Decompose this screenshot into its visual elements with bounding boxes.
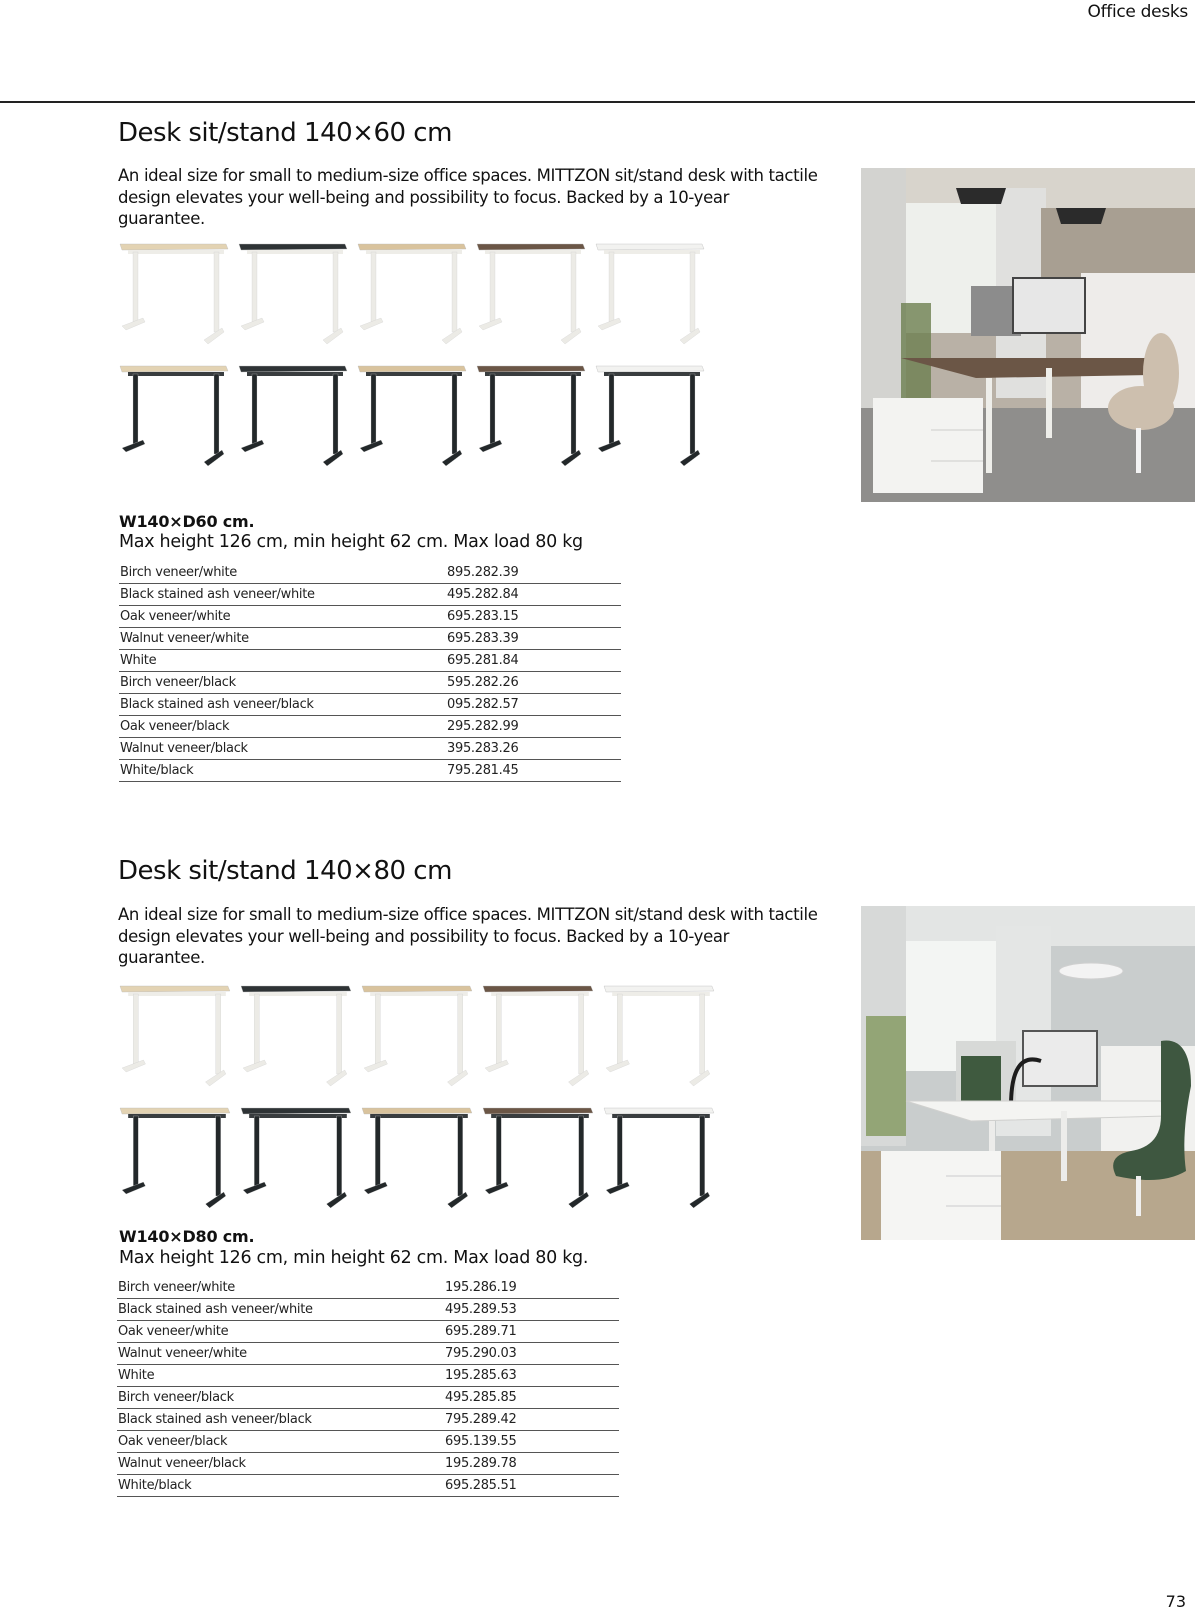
desk-image-white-black (602, 1104, 721, 1212)
specs-text: Max height 126 cm, min height 62 cm. Max load 80 kg. (119, 1248, 589, 1268)
variant-name: White (118, 1368, 155, 1383)
table-row (117, 1431, 619, 1453)
table-row (119, 650, 621, 672)
desk-image-birch-white (118, 982, 237, 1090)
section-description: An ideal size for small to medium-size office spaces. MITTZON sit/stand desk with tactile design elevates your well-being and possibility to focus. Backed by a 10-year guarantee. (118, 166, 818, 228)
room-photo-walnut-desk (861, 168, 1195, 502)
variant-name: Black stained ash veneer/white (118, 1302, 313, 1317)
desk-image-black-ash-black (239, 1104, 358, 1212)
section-title: Desk sit/stand 140×60 cm (118, 118, 452, 148)
article-number: 695.139.55 (445, 1434, 517, 1449)
article-number: 195.285.63 (445, 1368, 517, 1383)
table-row (117, 1277, 619, 1299)
variant-name: White/black (118, 1478, 192, 1493)
desk-image-oak-white (356, 240, 473, 348)
desk-image-walnut-black (481, 1104, 600, 1212)
article-number: 195.286.19 (445, 1280, 517, 1295)
article-number: 695.289.71 (445, 1324, 517, 1339)
variant-name: Black stained ash veneer/white (120, 587, 315, 602)
variant-name: White/black (120, 763, 194, 778)
article-number: 695.283.15 (447, 609, 519, 624)
variant-name: Oak veneer/black (118, 1434, 228, 1449)
variant-name: Walnut veneer/black (118, 1456, 246, 1471)
desk-image-birch-white (118, 240, 235, 348)
table-row (117, 1387, 619, 1409)
variant-name: Oak veneer/black (120, 719, 230, 734)
article-number: 095.282.57 (447, 697, 519, 712)
article-number: 295.282.99 (447, 719, 519, 734)
variant-name: Birch veneer/white (120, 565, 237, 580)
variant-name: Birch veneer/white (118, 1280, 235, 1295)
desk-image-black-ash-white (239, 982, 358, 1090)
article-number: 495.282.84 (447, 587, 519, 602)
variant-name: Black stained ash veneer/black (120, 697, 314, 712)
desk-image-black-ash-black (237, 362, 354, 470)
table-row (117, 1321, 619, 1343)
article-number: 895.282.39 (447, 565, 519, 580)
desk-variant-gallery (118, 240, 718, 470)
desk-image-black-ash-white (237, 240, 354, 348)
desk-image-birch-black (118, 362, 235, 470)
variant-name: Birch veneer/black (118, 1390, 234, 1405)
variant-table (119, 562, 621, 782)
article-number: 795.289.42 (445, 1412, 517, 1427)
section-title: Desk sit/stand 140×80 cm (118, 856, 452, 886)
variant-name: Walnut veneer/white (120, 631, 249, 646)
article-number: 795.281.45 (447, 763, 519, 778)
desk-image-oak-white (360, 982, 479, 1090)
article-number: 195.289.78 (445, 1456, 517, 1471)
table-row (119, 584, 621, 606)
variant-table (117, 1277, 619, 1497)
dimensions-label: W140×D80 cm. (119, 1227, 255, 1246)
desk-variant-gallery (118, 982, 718, 1212)
article-number: 695.281.84 (447, 653, 519, 668)
table-row (117, 1475, 619, 1497)
table-row (119, 562, 621, 584)
table-row (117, 1343, 619, 1365)
desk-image-walnut-white (475, 240, 592, 348)
table-row (119, 760, 621, 782)
article-number: 695.285.51 (445, 1478, 517, 1493)
variant-name: Birch veneer/black (120, 675, 236, 690)
table-row (119, 738, 621, 760)
header-divider (0, 101, 1195, 103)
desk-image-white-black (594, 362, 711, 470)
desk-image-white (602, 982, 721, 1090)
article-number: 795.290.03 (445, 1346, 517, 1361)
desk-image-oak-black (356, 362, 473, 470)
page-number: 73 (1165, 1592, 1186, 1611)
desk-image-white (594, 240, 711, 348)
article-number: 395.283.26 (447, 741, 519, 756)
running-head: Office desks (1087, 2, 1188, 22)
article-number: 595.282.26 (447, 675, 519, 690)
article-number: 695.283.39 (447, 631, 519, 646)
specs-text: Max height 126 cm, min height 62 cm. Max load 80 kg (119, 532, 583, 552)
article-number: 495.285.85 (445, 1390, 517, 1405)
table-row (119, 606, 621, 628)
variant-name: Oak veneer/white (118, 1324, 229, 1339)
room-photo-white-desk (861, 906, 1195, 1240)
table-row (117, 1299, 619, 1321)
table-row (117, 1365, 619, 1387)
desk-image-oak-black (360, 1104, 479, 1212)
section-description: An ideal size for small to medium-size office spaces. MITTZON sit/stand desk with tactile design elevates your well-being and possibility to focus. Backed by a 10-year guarantee. (118, 905, 818, 967)
desk-image-birch-black (118, 1104, 237, 1212)
table-row (117, 1409, 619, 1431)
variant-name: Walnut veneer/white (118, 1346, 247, 1361)
variant-name: White (120, 653, 157, 668)
variant-name: Walnut veneer/black (120, 741, 248, 756)
table-row (117, 1453, 619, 1475)
table-row (119, 628, 621, 650)
variant-name: Black stained ash veneer/black (118, 1412, 312, 1427)
table-row (119, 694, 621, 716)
article-number: 495.289.53 (445, 1302, 517, 1317)
desk-image-walnut-black (475, 362, 592, 470)
dimensions-label: W140×D60 cm. (119, 512, 255, 531)
variant-name: Oak veneer/white (120, 609, 231, 624)
table-row (119, 672, 621, 694)
table-row (119, 716, 621, 738)
desk-image-walnut-white (481, 982, 600, 1090)
